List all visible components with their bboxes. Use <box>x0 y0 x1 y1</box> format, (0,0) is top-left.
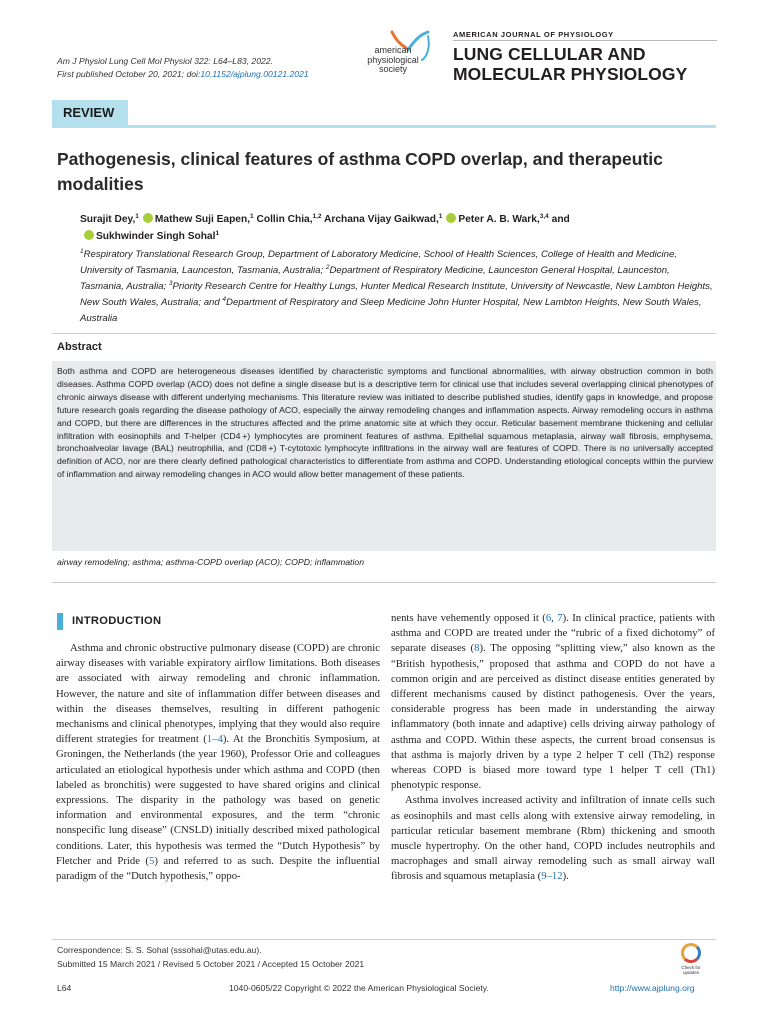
author-3[interactable] <box>257 214 322 225</box>
affiliation-text: Respiratory Translational Research Group, Department of Laboratory Medicine, School of Health Sciences, College of Health and Medicine, University of Tasmania, Launceston, Tasmania, Australia; <box>80 249 677 276</box>
author-affiliation-sup: 1 <box>215 230 220 237</box>
author-name: Peter A. B. Wark, <box>458 214 540 225</box>
body-text: Asthma and chronic obstructive pulmonary disease (COPD) are chronic airway diseases with variable expiratory airflow limitations. Both diseases are associated with airway remodeling and chronic inflammation. However, the nature and site of inflammation differ between diseases and within the diseases themselves, resulting in different pathogenic mechanisms and clinical phenotypes, implying that they would also require different strategies for treatment ( <box>56 642 380 746</box>
body-text: ). <box>562 870 569 883</box>
check-updates-icon <box>681 943 701 963</box>
correspondence: Correspondence: S. S. Sohal (sssohal@utas.edu.au). <box>57 945 262 955</box>
body-paragraph <box>56 641 380 884</box>
check-updates-label: Check for updates <box>681 965 701 975</box>
citation-line-1: Am J Physiol Lung Cell Mol Physiol 322: L64–L83, 2022. <box>57 56 273 66</box>
affiliation-text: Department of Respiratory and Sleep Medicine John Hunter Hospital, New Lambton Heights, New South Wales, Australia <box>80 297 702 324</box>
body-text: ). The opposing “splitting view,” also known as the “British hypothesis,” proposed that asthma and COPD do not have a common origin and are perceived as distinct disease entities generated by different mechanisms caused by distinct pathogenesis. Over the years, considerable progress has been made in understanding the airway inflammatory (both innate and adaptive) cells driving airway pathology of asthma and COPD. Within these aspects, the current broad consensus is that asthma is majorly driven by a type 2 helper T cell (Th2) response whereas COPD is biased more toward type 1 helper T cell (Th1) phenotypic response. <box>391 642 715 792</box>
author-name: Sukhwinder Singh Sohal <box>96 231 216 242</box>
author-6[interactable] <box>96 231 219 242</box>
author-affiliation-sup: 1 <box>250 213 254 220</box>
body-text: ). At the Bronchitis Symposium, at Groningen, the Netherlands (the year 1960), Professor Orie and colleagues articulated an etiological hypothesis under which asthma and COPD (then labeled as bronchitis) were suggested to have shared origins and clinical expressions. The disparity in the pathology was based on genetic information and environmental exposures, and the term “chronic nonspecific lung disease” (CNSLD) initially described mixed pathological conditions. Later, this hypothesis was termed the “Dutch Hypothesis” by Fletcher and Pride ( <box>56 733 380 867</box>
author-list <box>80 211 700 245</box>
journal-url-link[interactable]: http://www.ajplung.org <box>610 983 695 993</box>
section-marker <box>57 613 63 630</box>
affiliation-text: Priority Research Centre for Healthy Lungs, Hunter Medical Research Institute, University of Newcastle, New Lambton Heights, New South Wales, Australia; and <box>80 281 713 308</box>
society-logo <box>362 30 442 86</box>
citation-link[interactable]: 5 <box>148 854 155 867</box>
citation <box>57 55 309 81</box>
society-name-line-3: society <box>378 64 407 74</box>
journal-title-line-2: MOLECULAR PHYSIOLOGY <box>453 64 688 84</box>
citation-link[interactable]: 1–4 <box>206 733 223 746</box>
author-affiliation-sup: 3,4 <box>539 213 549 220</box>
affiliation-text: Department of Respiratory Medicine, Launceston General Hospital, Launceston, Tasmania, Australia; <box>80 265 670 292</box>
journal-title-line-1: LUNG CELLULAR AND <box>453 44 646 64</box>
affiliation-sup: 2 <box>325 264 330 271</box>
orcid-icon[interactable] <box>446 213 456 223</box>
society-name-line-1: american <box>374 45 412 55</box>
body-paragraph <box>391 793 715 884</box>
authors-and: and <box>551 214 570 225</box>
body-text: ). In clinical practice, patients with asthma and COPD are treated under the “rubric of a fixed dichotomy” of separate diseases ( <box>391 612 715 655</box>
body-column-right <box>391 611 715 885</box>
author-4[interactable] <box>324 214 442 225</box>
citation-link[interactable]: 8 <box>474 642 480 655</box>
author-5[interactable] <box>458 214 548 225</box>
society-name <box>362 46 424 75</box>
citation-link[interactable]: 7 <box>557 612 563 624</box>
section-heading-label: INTRODUCTION <box>72 615 162 627</box>
body-text: Asthma involves increased activity and infiltration of innate cells such as eosinophils and mast cells along with extensive airway remodeling, in particular reticular basement membrane (Rbm) thickening and smooth muscle hypertrophy. On the other hand, COPD includes neutrophils and macrophages and small airway remodeling such as small airway wall fibrosis and squamous metaplasia ( <box>391 794 715 883</box>
copyright: 1040-0605/22 Copyright © 2022 the American Physiological Society. <box>229 983 489 993</box>
abstract-heading: Abstract <box>57 341 102 353</box>
journal-divider <box>453 40 717 41</box>
author-affiliation-sup: 1 <box>438 213 443 220</box>
page-number: L64 <box>57 983 72 993</box>
submission-dates: Submitted 15 March 2021 / Revised 5 October 2021 / Accepted 15 October 2021 <box>57 959 365 969</box>
citation-link[interactable]: 6 <box>545 612 552 624</box>
body-column-left <box>56 641 380 884</box>
affiliation-sup: 4 <box>222 296 227 303</box>
affiliation-sup: 3 <box>168 280 173 287</box>
author-name: Mathew Suji Eapen, <box>154 214 251 225</box>
article-type-badge <box>52 100 128 127</box>
journal-title <box>453 44 687 84</box>
author-name: Surajit Dey, <box>80 214 136 225</box>
abstract-divider <box>52 333 716 334</box>
orcid-icon[interactable] <box>84 230 94 240</box>
society-name-line-2: physiological <box>367 54 419 65</box>
doi-link[interactable]: 10.1152/ajplung.00121.2021 <box>200 69 309 79</box>
orcid-icon[interactable] <box>143 213 153 223</box>
citation-link[interactable]: 9–12 <box>541 870 563 883</box>
author-2[interactable] <box>155 214 254 225</box>
author-name: Collin Chia, <box>256 214 313 225</box>
body-text: nents have vehemently opposed it ( <box>391 612 546 624</box>
author-1[interactable] <box>80 214 139 225</box>
affiliations <box>80 247 716 327</box>
citation-prefix: First published October 20, 2021; doi: <box>57 69 201 79</box>
keywords-divider <box>52 582 716 583</box>
body-text: ) and referred to as such. Despite the influential paradigm of the “Dutch hypothesis,” oppo- <box>56 854 380 883</box>
footer-divider <box>52 939 716 940</box>
body-paragraph <box>391 611 715 793</box>
affiliation-sup: 1 <box>80 248 84 255</box>
article-title: Pathogenesis, clinical features of asthma COPD overlap, and therapeutic modalities <box>57 149 663 194</box>
review-divider <box>52 125 716 128</box>
journal-supertitle: AMERICAN JOURNAL OF PHYSIOLOGY <box>453 30 614 39</box>
citation-line-2 <box>57 68 309 81</box>
author-affiliation-sup: 1 <box>135 213 139 220</box>
check-for-updates-button[interactable] <box>676 943 706 983</box>
author-affiliation-sup: 1,2 <box>312 213 322 220</box>
body-text: , <box>551 612 558 624</box>
keywords: airway remodeling; asthma; asthma-COPD overlap (ACO); COPD; inflammation <box>57 557 365 567</box>
article-type-label: REVIEW <box>63 105 115 120</box>
abstract-text: Both asthma and COPD are heterogeneous diseases identified by characteristic symptoms and functional abnormalities, with airway obstruction common in both diseases. Asthma COPD overlap (ACO) does not define a single disease but is a descriptive term for clinical use that includes several overlapping clinical phenotypes of chronic airways disease with different underlying mechanisms. This literature review was initiated to describe published studies, identify gaps in knowledge, and propose future research goals regarding the disease pathology of ACO, especially the airway remodeling changes and inflammation aspects. Airway remodeling occurs in asthma and COPD, but there are differences in the structures affected and the prime anatomic site at which they occur. Reticular basement membrane thickening and cellular infiltration with eosinophils and T-helper (CD4 +) lymphocytes are prominent features of asthma. Epithelial squamous metaplasia, airway wall fibrosis, emphysema, bronchoalveolar lavage (BAL) neutrophilia, and (CD8 +) T-cytotoxic lymphocyte infiltrations in the airway wall are features of COPD. There is no universally accepted definition of ACO, nor are there clearly defined pathological characteristics to differentiate from asthma and COPD. Understanding etiological concepts within the purview of inflammation and airway remodeling changes in ACO would allow better management of these patients. <box>57 366 713 480</box>
author-name: Archana Vijay Gaikwad, <box>324 214 439 225</box>
